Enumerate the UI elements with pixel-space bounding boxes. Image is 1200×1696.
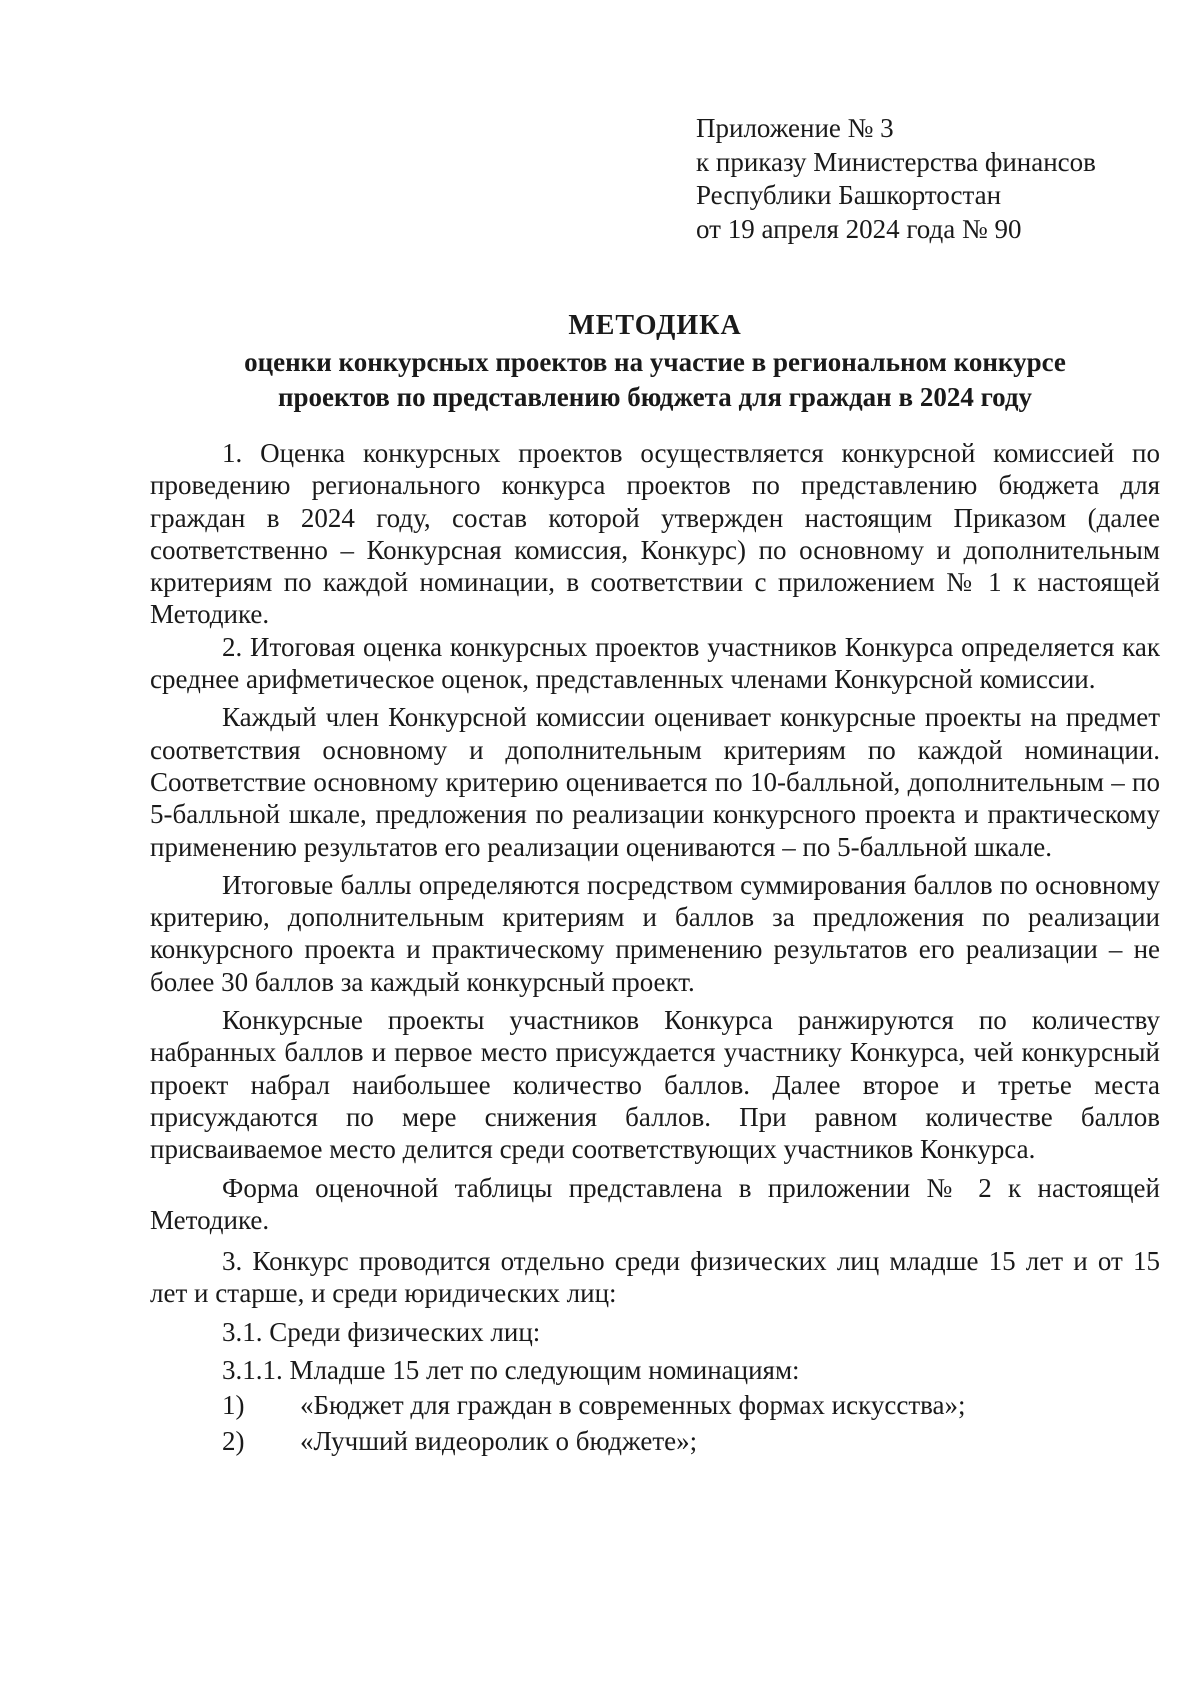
document-title (150, 308, 1160, 415)
title-line-2: проектов по представлению бюджета для граждан в 2024 году (277, 382, 1033, 412)
appendix-number: Приложение № 3 (696, 113, 894, 143)
list-item-number: 1) (222, 1390, 245, 1421)
list-item (150, 1389, 1160, 1421)
paragraph-7: 3. Конкурс проводится отдельно среди физических лиц младше 15 лет и от 15 лет и старше, и среди юридических лиц: (150, 1246, 1160, 1309)
appendix-date: от 19 апреля 2024 года № 90 (696, 213, 1022, 244)
list-item-number: 2) (222, 1425, 245, 1456)
appendix-region: Республики Башкортостан (696, 180, 1002, 210)
paragraph-5: Конкурсные проекты участников Конкурса ранжируются по количеству набранных баллов и первое место присуждается участнику Конкурса, чей конкурсный проект набрал наибольшее количество баллов. Далее второе и третье места присуждаются по мере снижения баллов. При равном количестве баллов присваиваемое место делится среди соответствующих участников Конкурса. (150, 1005, 1160, 1165)
paragraph-2: 2. Итоговая оценка конкурсных проектов участников Конкурса определяется как среднее арифметическое оценок, представленных членами Конкурсной комиссии. (150, 631, 1160, 695)
document-body (150, 437, 1160, 1457)
subsection-3-1-1: 3.1.1. Младше 15 лет по следующим номинациям: (222, 1355, 800, 1386)
paragraph-3: Каждый член Конкурсной комиссии оценивает конкурсные проекты на предмет соответствия основному и дополнительным критериям по каждой номинации. Соответствие основному критерию оценивается по 10-балльной, дополнительным – по 5-балльной шкале, предложения по реализации конкурсного проекта и практическому применению результатов его реализации оцениваются – по 5-балльной шкале. (150, 702, 1160, 862)
paragraph-1: 1. Оценка конкурсных проектов осуществляется конкурсной комиссией по проведению регионального конкурса проектов по представлению бюджета для граждан в 2024 году, состав которой утвержден настоящим Приказом (далее соответственно – Конкурсная комиссия, Конкурс) по основному и дополнительным критериям по каждой номинации, в соответствии с приложением № 1 к настоящей Методике. (150, 438, 1160, 630)
subsection-3-1: 3.1. Среди физических лиц: (222, 1316, 541, 1347)
list-item-text: «Лучший видеоролик о бюджете»; (300, 1425, 698, 1456)
paragraph-4: Итоговые баллы определяются посредством суммирования баллов по основному критерию, дополнительным критериям и баллов за предложения по реализации конкурсного проекта и практическому применению результатов его реализации – не более 30 баллов за каждый конкурсный проект. (150, 869, 1160, 997)
appendix-block (696, 112, 1096, 246)
paragraph-6: Форма оценочной таблицы представлена в приложении № 2 к настоящей Методике. (150, 1172, 1160, 1235)
list-item-text: «Бюджет для граждан в современных формах искусства»; (300, 1390, 966, 1421)
title-heading: МЕТОДИКА (568, 310, 742, 341)
appendix-order-ref: к приказу Министерства финансов (696, 146, 1096, 177)
title-line-1: оценки конкурсных проектов на участие в региональном конкурсе (244, 347, 1066, 377)
list-item (150, 1425, 1160, 1457)
